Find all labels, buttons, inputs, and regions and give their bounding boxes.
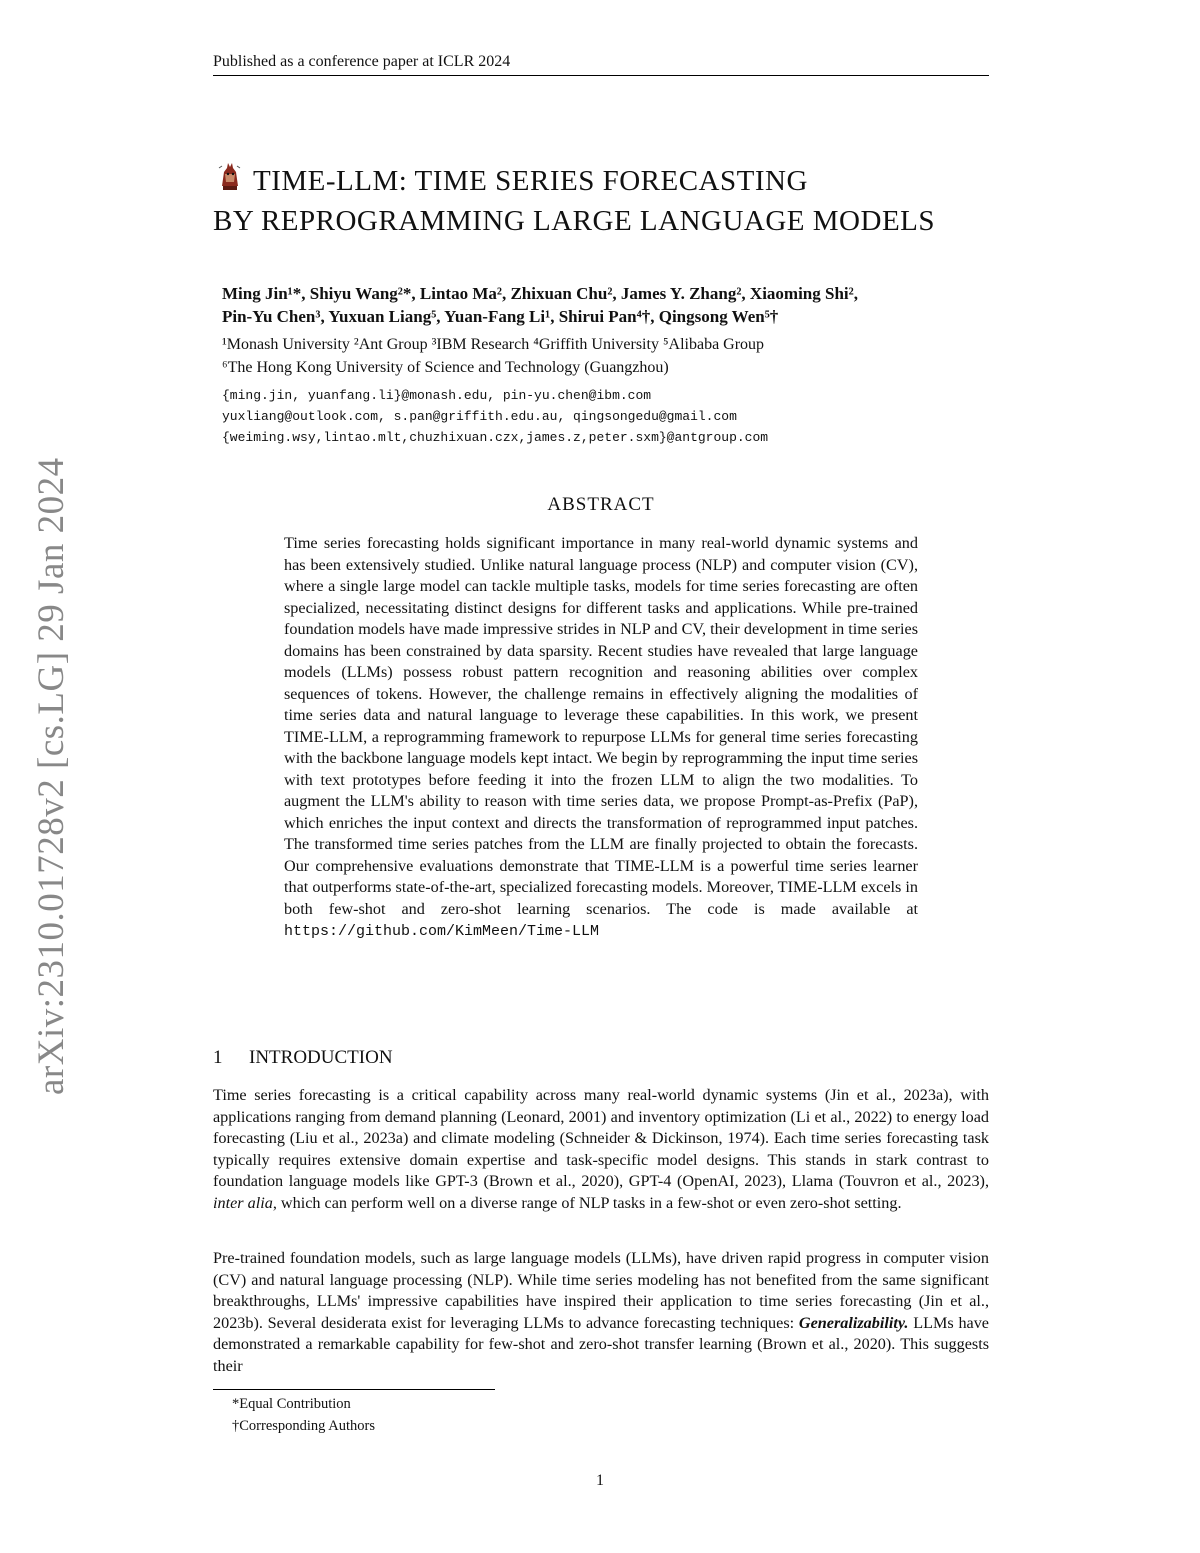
affiliation-line-1: ¹Monash University ²Ant Group ³IBM Research ⁴Griffith University ⁵Alibaba Group [222, 336, 765, 353]
author-list [222, 282, 992, 328]
intro-p1-text-a: Time series forecasting is a critical capability across many real-world dynamic systems (Jin et al., 2023a), with applications ranging from demand planning (Leonard, 2001) and inventory optimization (Li et al., 2022) to energy load forecasting (Liu et al., 2023a) and climate modeling (Schneider & Dickinson, 1974). Each time series forecasting task typically requires extensive domain expertise and task-specific model designs. This stands in stark contrast to foundation language models like GPT-3 (Brown et al., 2020), GPT-4 (OpenAI, 2023), Llama (Touvron et al., 2023), [213, 1086, 989, 1190]
affiliations [222, 333, 992, 379]
page-number: 1 [596, 1472, 604, 1489]
footnote-divider [213, 1389, 495, 1390]
intro-p2-bold-term: Generalizability. [798, 1313, 909, 1332]
title-line-1 [213, 160, 989, 201]
intro-paragraph-2 [213, 1248, 989, 1377]
abstract-text: Time series forecasting holds significant importance in many real-world dynamic systems and has been extensively studied. Unlike natural language process (NLP) and computer vision (CV), where a single large model can tackle multiple tasks, models for time series forecasting are often specialized, necessitating distinct designs for different tasks and applications. While pre-trained foundation models have made impressive strides in NLP and CV, their development in time series domains has been constrained by data sparsity. Recent studies have revealed that large language models (LLMs) possess robust pattern recognition and reasoning abilities over complex sequences of tokens. However, the challenge remains in effectively aligning the modalities of time series data and natural language to leverage these capabilities. In this work, we present TIME-LLM, a reprogramming framework to repurpose LLMs for general time series forecasting with the backbone language models kept intact. We begin by reprogramming the input time series with text prototypes before feeding it into the frozen LLM to align the two modalities. To augment the LLM's ability to reason with time series data, we propose Prompt-as-Prefix (PaP), which enriches the input context and directs the transformation of reprogrammed input patches. The transformed time series patches from the LLM are finally projected to obtain the forecasts. Our comprehensive evaluations demonstrate that TIME-LLM is a powerful time series learner that outperforms state-of-the-art, specialized forecasting models. Moreover, TIME-LLM excels in both few-shot and zero-shot learning scenarios. The code is made available at [284, 534, 918, 918]
title-line-1-text: TIME-LLM: TIME SERIES FORECASTING [253, 165, 808, 197]
code-link[interactable]: https://github.com/KimMeen/Time-LLM [284, 923, 600, 940]
abstract-body [284, 533, 918, 943]
section-title: INTRODUCTION [249, 1047, 393, 1068]
running-head-text: Published as a conference paper at ICLR 2024 [213, 53, 511, 70]
author-emails [222, 385, 992, 448]
intro-p1-italic: inter alia [213, 1193, 273, 1212]
intro-p2-text-a: Pre-trained foundation models, such as large language models (LLMs), have driven rapid progress in computer vision (CV) and natural language processing (NLP). While time series modeling has not benefited from the same significant breakthroughs, LLMs' impressive capabilities have inspired their application to time series forecasting (Jin et al., 2023b). Several desiderata exist for leveraging LLMs to advance forecasting techniques: [213, 1249, 989, 1332]
affiliation-line-2: ⁶The Hong Kong University of Science and Technology (Guangzhou) [222, 359, 669, 376]
email-line-1[interactable]: {ming.jin, yuanfang.li}@monash.edu, pin-yu.chen@ibm.com [222, 388, 652, 403]
footnote-corresponding-authors: †Corresponding Authors [232, 1418, 375, 1434]
email-line-2[interactable]: yuxliang@outlook.com, s.pan@griffith.edu.au, qingsongedu@gmail.com [222, 409, 737, 424]
running-header [213, 53, 989, 76]
intro-paragraph-1 [213, 1085, 989, 1214]
intro-p1-text-b: , which can perform well on a diverse range of NLP tasks in a few-shot or even zero-shot setting. [272, 1193, 902, 1212]
author-line-2: Pin-Yu Chen³, Yuxuan Liang⁵, Yuan-Fang Li¹, Shirui Pan⁴†, Qingsong Wen⁵† [222, 307, 779, 326]
llama-logo-icon [213, 160, 247, 194]
email-line-3[interactable]: {weiming.wsy,lintao.mlt,chuzhixuan.czx,james.z,peter.sxm}@antgroup.com [222, 430, 769, 445]
paper-title [213, 160, 989, 241]
footnotes [232, 1393, 932, 1437]
section-number: 1 [213, 1047, 223, 1068]
intro-p2-text-b: LLMs have demonstrated a remarkable capability for few-shot and zero-shot transfer learning (Brown et al., 2020). This suggests their [213, 1313, 989, 1375]
arxiv-identifier[interactable]: arXiv:2310.01728v2 [cs.LG] 29 Jan 2024 [31, 457, 72, 1095]
footnote-equal-contribution: *Equal Contribution [232, 1396, 351, 1412]
title-line-2: BY REPROGRAMMING LARGE LANGUAGE MODELS [213, 205, 935, 237]
abstract-heading: ABSTRACT [547, 494, 655, 515]
author-line-1: Ming Jin¹*, Shiyu Wang²*, Lintao Ma², Zhixuan Chu², James Y. Zhang², Xiaoming Shi², [222, 284, 858, 303]
section-heading-introduction [213, 1047, 989, 1069]
